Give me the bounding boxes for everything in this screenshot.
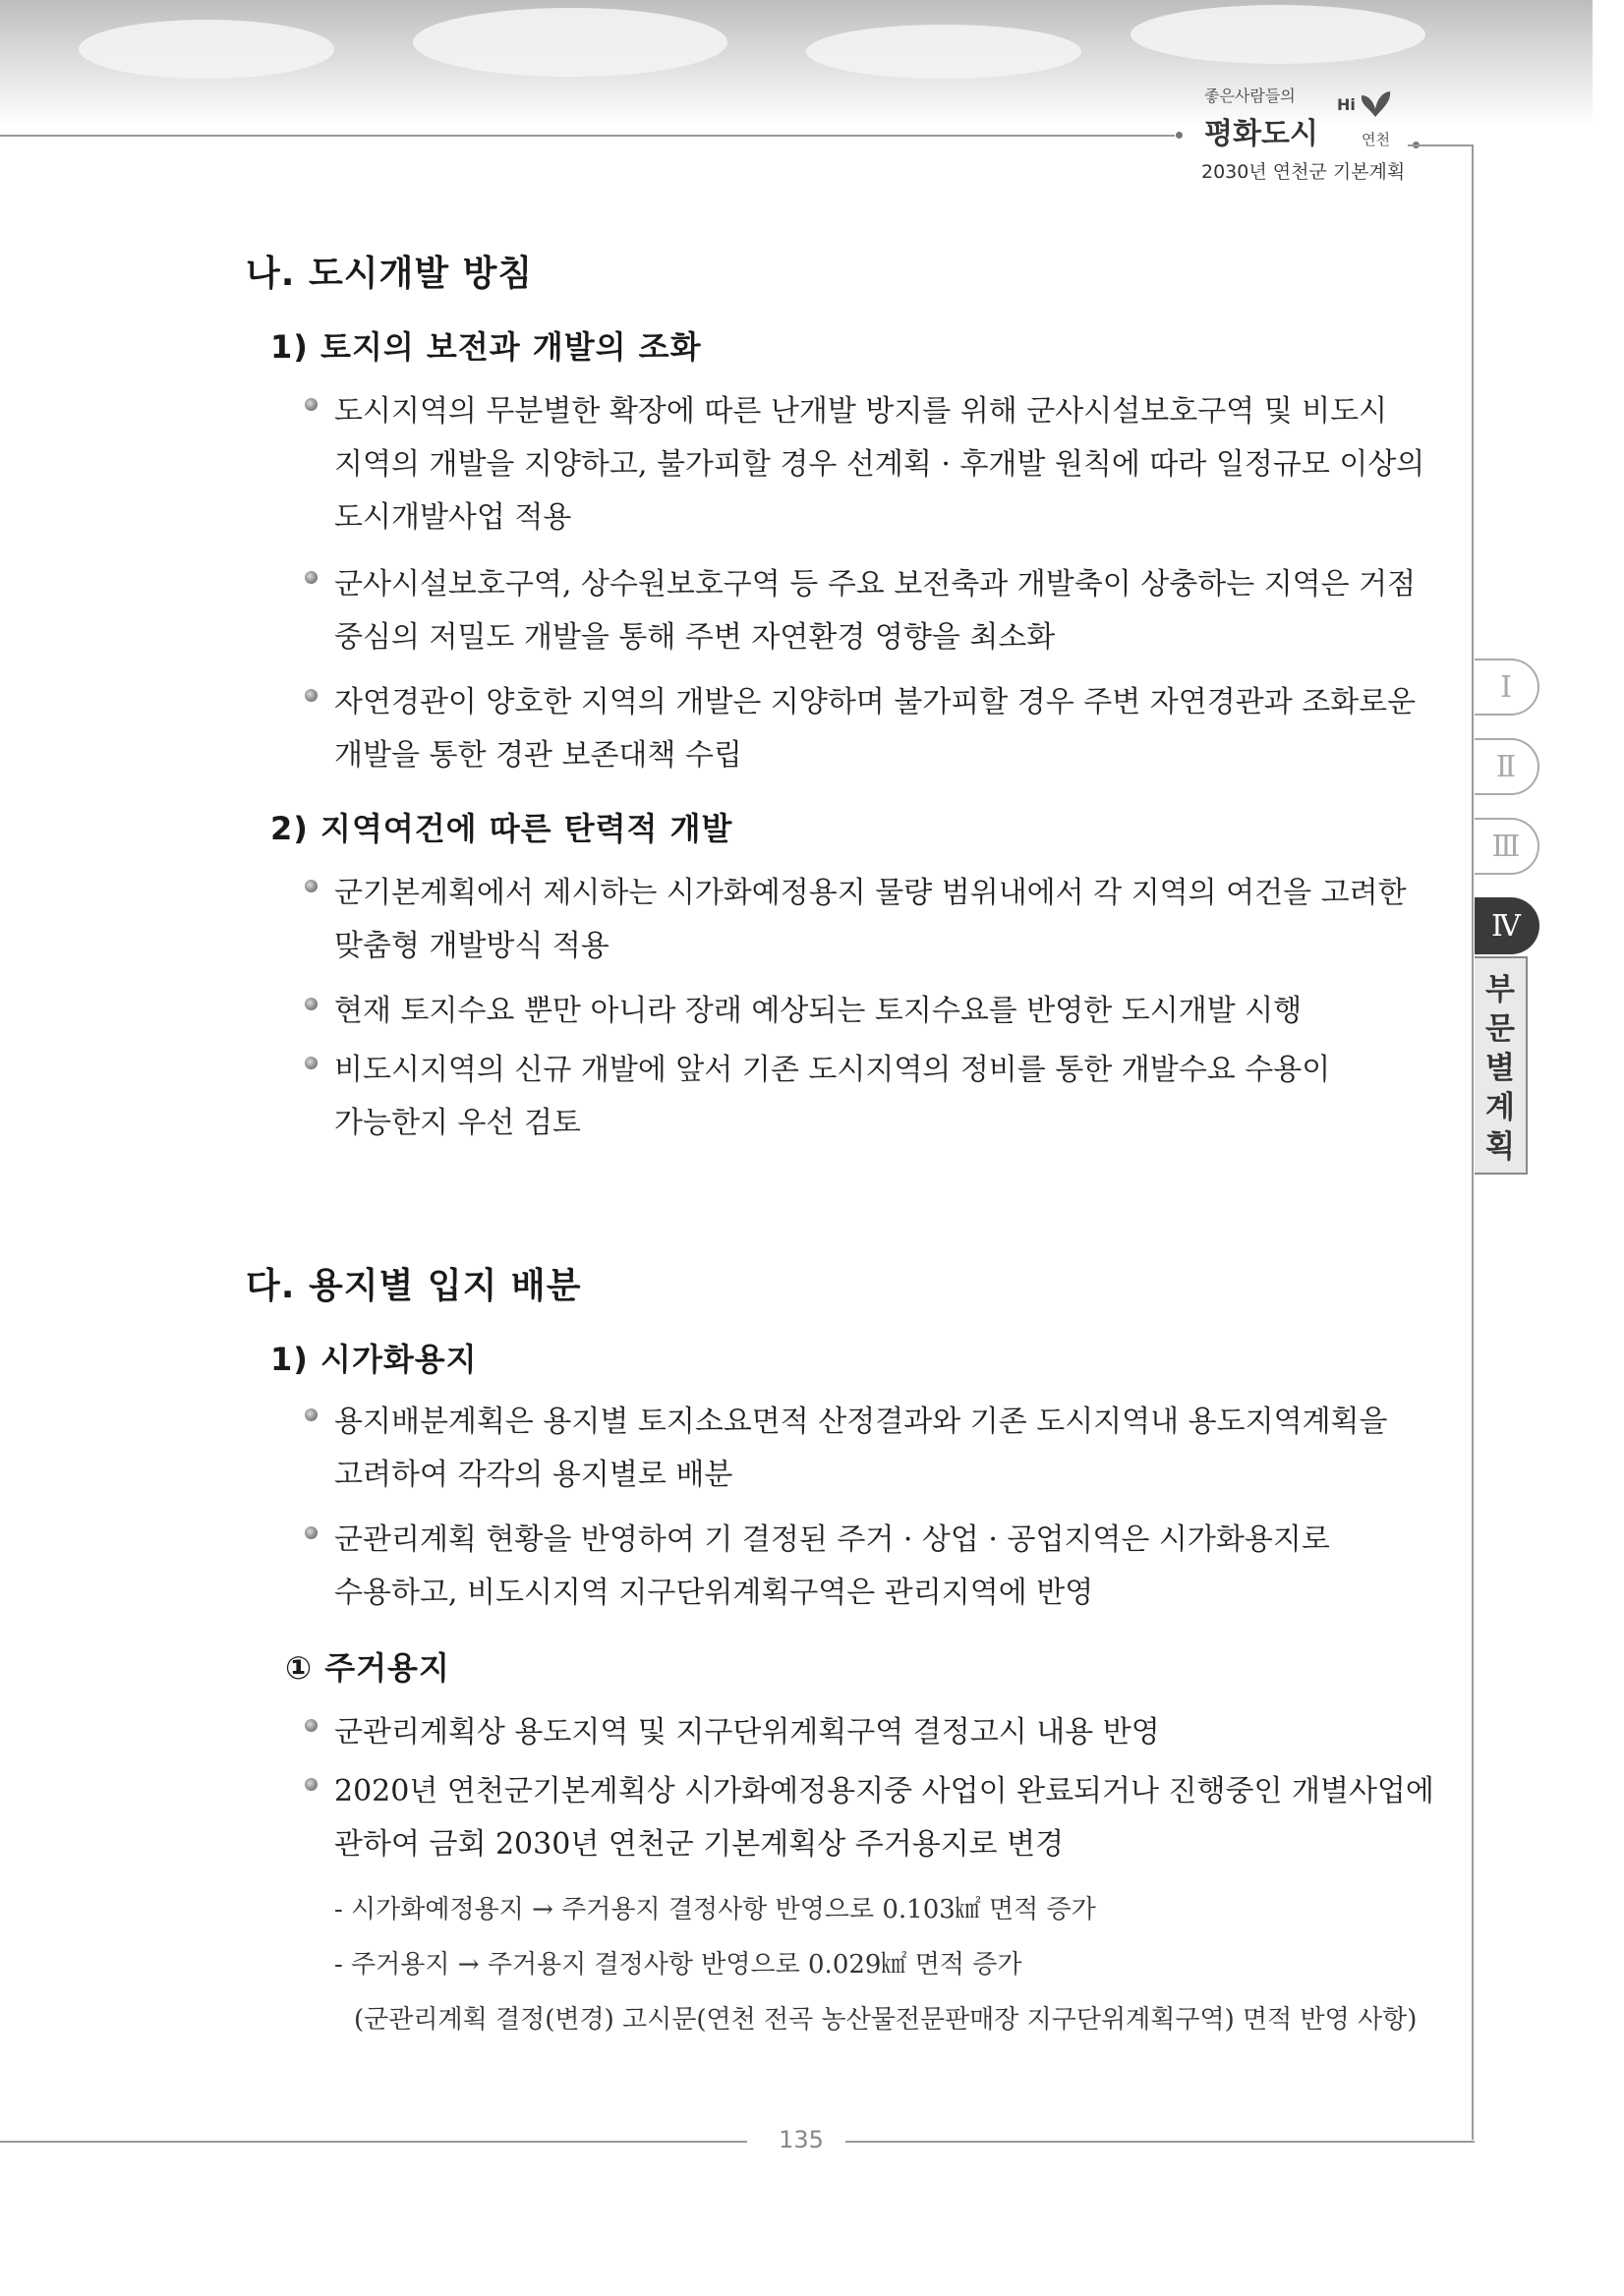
bullet-icon — [305, 1526, 318, 1539]
bullet-icon — [305, 1408, 318, 1421]
chapter-tab-1[interactable] — [1475, 659, 1539, 716]
bullet-text: 군사시설보호구역, 상수원보호구역 등 주요 보전축과 개발축이 상충하는 지역은 거점 중심의 저밀도 개발을 통해 주변 자연환경 영향을 최소화 — [334, 567, 1417, 655]
header-rule-right — [1408, 144, 1472, 146]
sub-item: - 주거용지 → 주거용지 결정사항 반영으로 0.029㎢ 면적 증가 — [334, 1950, 1022, 1980]
bullet-text: 군관리계획 현황을 반영하여 기 결정된 주거 · 상업 · 공업지역은 시가화용지로 수용하고, 비도시지역 지구단위계획구역은 관리지역에 반영 — [334, 1522, 1330, 1610]
bullet-item — [305, 1706, 1445, 1759]
bullet-text: 현재 토지수요 뿐만 아니라 장래 예상되는 토지수요를 반영한 도시개발 시행 — [334, 994, 1303, 1028]
footer-rule — [0, 2141, 747, 2143]
chapter-tab-2[interactable] — [1475, 738, 1539, 795]
brand-slogan: 좋은사람들의 — [1204, 86, 1296, 105]
butterfly-icon — [1359, 89, 1392, 119]
section-title: 다. 용지별 입지 배분 — [246, 1266, 582, 1306]
bullet-text: 비도시지역의 신규 개발에 앞서 기존 도시지역의 정비를 통한 개발수요 수용이 가능한지 우선 검토 — [334, 1053, 1331, 1140]
brand-hi: Hi — [1337, 95, 1356, 114]
bullet-icon — [305, 1778, 318, 1791]
bullet-item — [305, 867, 1445, 973]
brand-title: 평화도시 — [1204, 117, 1318, 151]
sub-item: - 시가화예정용지 → 주거용지 결정사항 반영으로 0.103㎢ 면적 증가 — [334, 1895, 1096, 1924]
page-right-border — [1472, 144, 1474, 2140]
bullet-icon — [305, 689, 318, 702]
sub-item-note: (군관리계획 결정(변경) 고시문(연천 전곡 농산물전문판매장 지구단위계획구역) 면적 반영 사항) — [354, 2005, 1418, 2035]
bullet-item — [305, 1514, 1445, 1620]
brand-city: 연천 — [1362, 131, 1390, 148]
bullet-item — [305, 385, 1445, 545]
page-number: 135 — [779, 2126, 824, 2153]
bullet-item — [305, 558, 1445, 664]
chapter-tab-4-active[interactable] — [1475, 897, 1539, 954]
bullet-icon — [305, 998, 318, 1010]
bullet-icon — [305, 1719, 318, 1732]
chapter-label-vertical — [1475, 956, 1528, 1175]
chapter-label-char: 계 — [1485, 1090, 1515, 1125]
section-title: 나. 도시개발 방침 — [246, 254, 534, 294]
subsection-title: 1) 토지의 보전과 개발의 조화 — [270, 328, 702, 366]
plan-title: 2030년 연천군 기본계획 — [1201, 161, 1406, 183]
chapter-tab-label: Ⅱ — [1495, 749, 1517, 784]
bullet-text: 군기본계획에서 제시하는 시가화예정용지 물량 범위내에서 각 지역의 여건을 고려한 맞춤형 개발방식 적용 — [334, 876, 1407, 963]
chapter-label-char: 별 — [1485, 1051, 1515, 1086]
bullet-text: 군관리계획상 용도지역 및 지구단위계획구역 결정고시 내용 반영 — [334, 1715, 1160, 1750]
header-rule-dot — [1176, 132, 1183, 139]
chapter-tab-label: Ⅰ — [1500, 669, 1512, 705]
bullet-text: 용지배분계획은 용지별 토지소요면적 산정결과와 기존 도시지역내 용도지역계획을 고려하여 각각의 용지별로 배분 — [334, 1405, 1388, 1492]
subsection-title: 2) 지역여건에 따른 탄력적 개발 — [270, 810, 733, 847]
brand-logo — [1185, 74, 1411, 151]
bullet-item — [305, 1044, 1445, 1150]
bullet-icon — [305, 1057, 318, 1069]
subsection-title: ① 주거용지 — [285, 1649, 450, 1687]
bullet-icon — [305, 571, 318, 584]
bullet-item — [305, 985, 1445, 1038]
chapter-label-char: 획 — [1485, 1129, 1515, 1165]
subsection-title: 1) 시가화용지 — [270, 1341, 478, 1378]
bullet-item — [305, 1765, 1445, 1871]
header-rule — [0, 135, 1175, 137]
bullet-item — [305, 676, 1445, 782]
chapter-tab-label: Ⅳ — [1491, 908, 1521, 944]
footer-rule — [845, 2141, 1475, 2143]
chapter-label-char: 문 — [1485, 1011, 1515, 1047]
bullet-item — [305, 1396, 1445, 1502]
bullet-text: 자연경관이 양호한 지역의 개발은 지양하며 불가피할 경우 주변 자연경관과 조화로운 개발을 통한 경관 보존대책 수립 — [334, 685, 1417, 773]
bullet-text: 2020년 연천군기본계획상 시가화예정용지중 사업이 완료되거나 진행중인 개별사업에 관하여 금회 2030년 연천군 기본계획상 주거용지로 변경 — [334, 1774, 1434, 1862]
chapter-tab-3[interactable] — [1475, 818, 1539, 875]
chapter-label-char: 부 — [1485, 972, 1515, 1007]
bullet-icon — [305, 880, 318, 892]
bullet-icon — [305, 398, 318, 411]
chapter-tab-label: Ⅲ — [1491, 829, 1521, 864]
bullet-text: 도시지역의 무분별한 확장에 따른 난개발 방지를 위해 군사시설보호구역 및 비도시 지역의 개발을 지양하고, 불가피할 경우 선계획 · 후개발 원칙에 따라 일정규모 이상의 도시개발사업 적용 — [334, 394, 1425, 535]
